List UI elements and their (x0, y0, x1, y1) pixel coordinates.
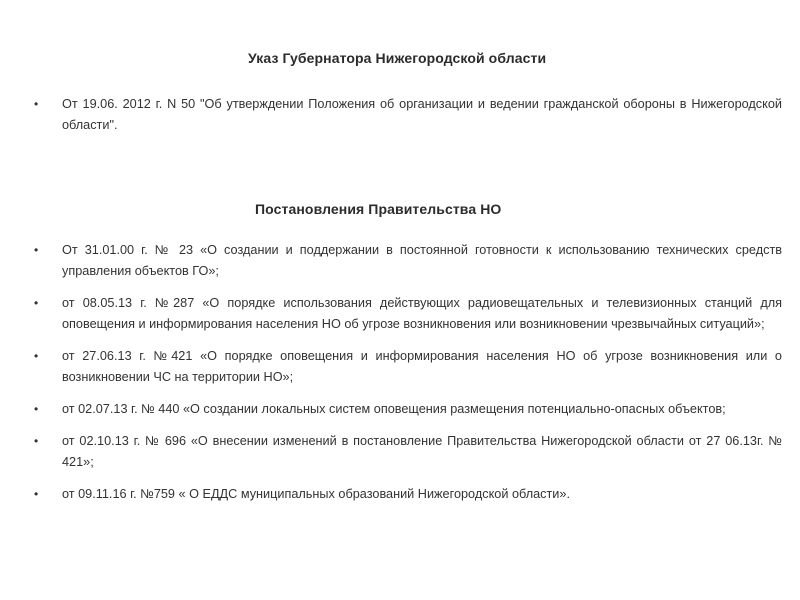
list-item (34, 240, 782, 282)
section-heading-government-resolutions: Постановления Правительства НО (255, 201, 502, 217)
list-item (34, 399, 782, 420)
list-item-text: от 08.05.13 г. №287 «О порядке использования действующих радиовещательных и телевизионных станций для оповещения и информирования населения НО об угрозе возникновения или возникновении чрезвычайных ситуаций»; (62, 296, 782, 331)
bullet-icon: • (34, 349, 39, 363)
list-item-text: От 19.06. 2012 г. N 50 "Об утверждении Положения об организации и ведении гражданской обороны в Нижегородской области". (62, 97, 782, 132)
bullet-icon: • (34, 487, 39, 501)
list-item (34, 431, 782, 473)
bullet-icon: • (34, 243, 39, 257)
list-item-text: от 27.06.13 г. №421 «О порядке оповещения и информирования населения НО об угрозе возникновения или о возникновении ЧС на территории НО»; (62, 349, 782, 384)
list-item-text: от 02.07.13 г. № 440 «О создании локальных систем оповещения размещения потенциально-опасных объектов; (62, 402, 726, 416)
governor-decree-list (34, 94, 782, 136)
list-item-text: От 31.01.00 г. № 23 «О создании и поддержании в постоянной готовности к использованию технических средств управления объектов ГО»; (62, 243, 782, 278)
list-item (34, 484, 782, 505)
bullet-icon: • (34, 97, 39, 111)
list-item (34, 293, 782, 335)
bullet-icon: • (34, 434, 39, 448)
list-item (34, 346, 782, 388)
bullet-icon: • (34, 402, 39, 416)
list-item-text: от 09.11.16 г. №759 « О ЕДДС муниципальных образований Нижегородской области». (62, 487, 570, 501)
section-heading-governor-decree: Указ Губернатора Нижегородской области (248, 50, 547, 66)
list-item (34, 94, 782, 136)
bullet-icon: • (34, 296, 39, 310)
government-resolutions-list (34, 240, 782, 516)
list-item-text: от 02.10.13 г. № 696 «О внесении изменений в постановление Правительства Нижегородской области от 27 06.13г. № 421»; (62, 434, 782, 469)
